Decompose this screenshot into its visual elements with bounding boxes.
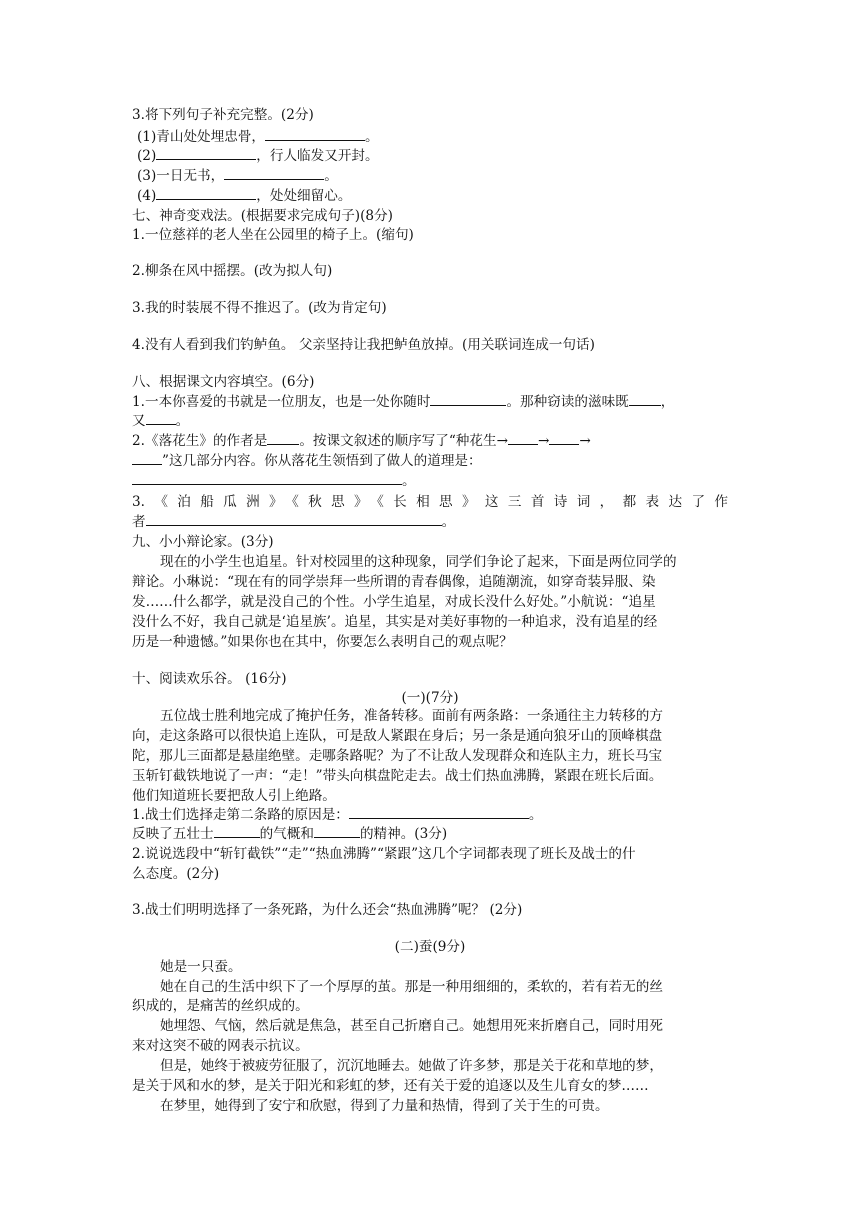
- answer-blank[interactable]: [156, 145, 256, 160]
- answer-blank[interactable]: [314, 823, 360, 838]
- passage-2-line-2: 她在自己的生活中织下了一个厚厚的茧。那是一种用细细的，柔软的，若有若无的丝: [160, 979, 663, 995]
- answer-blank[interactable]: [629, 391, 661, 406]
- answer-blank[interactable]: [156, 185, 256, 200]
- q3-title: 3.将下列句子补充完整。(2分): [132, 107, 314, 123]
- s7-question-2: 2.柳条在风中摇摆。(改为拟人句): [132, 263, 333, 279]
- answer-blank[interactable]: [267, 430, 299, 445]
- passage-2-line-8: 在梦里，她得到了安宁和欣慰，得到了力量和热情，得到了关于生的可贵。: [160, 1098, 609, 1114]
- passage-1-title: (一)(7分): [401, 690, 459, 706]
- s8-question-3-cont: [132, 511, 732, 533]
- q3-line-4-text: ，处处细留心。: [256, 188, 352, 204]
- s8-q2-text-2: 。按课文叙述的顺序写了“种花生→: [299, 433, 508, 449]
- s9-paragraph-line-3: 发……什么都学，就是没自己的个性。小学生追星，对成长没什么好处。”小航说：“追星: [132, 594, 656, 610]
- q3-line-3: [137, 165, 737, 187]
- s8-question-1-cont: [132, 410, 732, 432]
- answer-blank[interactable]: [132, 470, 402, 485]
- s8-q3-zhe: 者: [132, 514, 146, 530]
- q3-line-4: [137, 185, 737, 207]
- answer-blank[interactable]: [549, 430, 579, 445]
- p1-q1-text-3: 的气概和: [259, 826, 314, 842]
- s7-question-1: 1.一位慈祥的老人坐在公园里的椅子上。(缩句): [132, 227, 414, 243]
- answer-blank[interactable]: [146, 410, 176, 425]
- s8-q2-arrow-2: →: [579, 433, 591, 449]
- s7-question-4: 4.没有人看到我们钓鲈鱼。 父亲坚持让我把鲈鱼放掉。(用关联词连成一句话): [132, 337, 595, 353]
- passage-1-line-3: 陀，那儿三面都是悬崖绝壁。走哪条路呢？为了不让敌人发现群众和连队主力，班长马宝: [132, 748, 663, 764]
- q3-line-3-text: (3)一日无书，: [137, 168, 225, 184]
- p1-question-1-cont: [132, 823, 732, 845]
- answer-blank[interactable]: [349, 804, 529, 819]
- s9-paragraph-line-4: 没什么不好，我自己就是‘追星族’。追星，其实是对美好事物的一种追求，没有追星的经: [132, 614, 658, 630]
- p1-q1-text: 1.战士们选择走第二条路的原因是：: [132, 807, 349, 823]
- answer-blank[interactable]: [214, 823, 260, 838]
- p1-q1-text-4: 的精神。(3分): [359, 826, 448, 842]
- s8-q3-end: 。: [441, 514, 456, 530]
- s9-paragraph-line-1: 现在的小学生也追星。针对校园里的这种现象，同学们争论了起来，下面是两位同学的: [160, 554, 677, 570]
- passage-2-line-7: 是关于风和水的梦，是关于阳光和彩虹的梦，还有关于爱的追逐以及生儿育女的梦……: [132, 1078, 649, 1094]
- s8-q1-text: 1.一本你喜爱的书就是一位朋友，也是一处你随时: [132, 394, 431, 410]
- passage-1-line-2: 向，走这条路可以很快追上连队，可是敌人紧跟在身后；另一条是通向狼牙山的顶峰棋盘: [132, 728, 663, 744]
- q3-line-4-num: (4): [137, 188, 157, 204]
- p1-q1-text-2: 反映了五壮士: [132, 826, 214, 842]
- p1-q1-end: 。: [528, 807, 543, 823]
- answer-blank[interactable]: [146, 511, 442, 526]
- q3-line-2-num: (2): [137, 148, 157, 164]
- passage-1-line-1: 五位战士胜利地完成了掩护任务，准备转移。面前有两条路：一条通往主力转移的方: [160, 708, 663, 724]
- p1-question-2-cont: 么态度。(2分): [132, 866, 220, 882]
- answer-blank[interactable]: [430, 391, 506, 406]
- s9-paragraph-line-2: 辩论。小琳说：“现在有的同学崇拜一些所谓的青春偶像，追随潮流，如穿奇装异服、染: [132, 574, 656, 590]
- q3-line-1-end: 。: [365, 129, 379, 145]
- passage-2-line-1: 她是一只蚕。: [160, 959, 242, 975]
- s8-q1-text-2: 。那种窃读的滋味既: [506, 394, 629, 410]
- s8-q2-arrow: →: [537, 433, 550, 449]
- q3-line-1-text: (1)青山处处埋忠骨，: [137, 129, 266, 145]
- s9-paragraph-line-5: 历是一种遗憾。”如果你也在其中，你要怎么表明自己的观点呢？: [132, 634, 513, 650]
- s8-q1-you: 又: [132, 413, 146, 429]
- s8-question-2: [132, 430, 732, 452]
- s8-q2-end: 。: [402, 473, 416, 489]
- section-7-title: 七、神奇变戏法。(根据要求完成句子)(8分): [132, 208, 393, 224]
- passage-2-title: (二)蚕(9分): [394, 939, 466, 955]
- passage-1-line-4: 玉斩钉截铁地说了一声：“走！”带头向棋盘陀走去。战士们热血沸腾，紧跟在班长后面。: [132, 768, 663, 784]
- p1-question-2: 2.说说选段中“斩钉截铁”“走”“热血沸腾”“紧跟”这几个字词都表现了班长及战士的什: [132, 846, 636, 862]
- passage-2-line-6: 但是，她终于被疲劳征服了，沉沉地睡去。她做了许多梦，那是关于花和草地的梦，: [160, 1058, 663, 1074]
- passage-2-line-5: 来对这突不破的网表示抗议。: [132, 1038, 309, 1054]
- answer-blank[interactable]: [265, 126, 365, 141]
- passage-2-line-4: 她埋怨、气恼，然后就是焦急，甚至自己折磨自己。她想用死来折磨自己，同时用死: [160, 1018, 663, 1034]
- q3-line-2: [137, 145, 737, 167]
- passage-1-line-5: 他们知道班长要把敌人引上绝路。: [132, 788, 336, 804]
- section-10-title: 十、阅读欢乐谷。 (16分): [132, 671, 287, 687]
- s8-q1-comma: ，: [660, 394, 675, 410]
- section-8-title: 八、根据课文内容填空。(6分): [132, 374, 315, 390]
- s8-q1-end: 。: [175, 413, 190, 429]
- s8-q2-text: 2.《落花生》的作者是: [132, 433, 268, 449]
- answer-blank[interactable]: [132, 450, 162, 465]
- s8-question-2-answer: [132, 470, 732, 492]
- passage-2-line-3: 织成的，是痛苦的丝织成的。: [132, 998, 309, 1014]
- answer-blank[interactable]: [508, 430, 538, 445]
- section-9-title: 九、小小辩论家。(3分): [132, 534, 274, 550]
- s8-q2-text-3: ”这几部分内容。你从落花生领悟到了做人的道理是：: [162, 453, 482, 469]
- s7-question-3: 3.我的时装展不得不推迟了。(改为肯定句): [132, 300, 387, 316]
- q3-line-3-end: 。: [324, 168, 338, 184]
- s8-question-3: 3.《泊船瓜洲》《秋思》《长相思》这三首诗词，都表达了作: [132, 494, 728, 510]
- p1-question-3: 3.战士们明明选择了一条死路，为什么还会“热血沸腾”呢？ (2分): [132, 902, 523, 918]
- s8-question-2-cont: [132, 450, 732, 472]
- q3-line-2-text: ，行人临发又开封。: [256, 148, 379, 164]
- answer-blank[interactable]: [224, 165, 324, 180]
